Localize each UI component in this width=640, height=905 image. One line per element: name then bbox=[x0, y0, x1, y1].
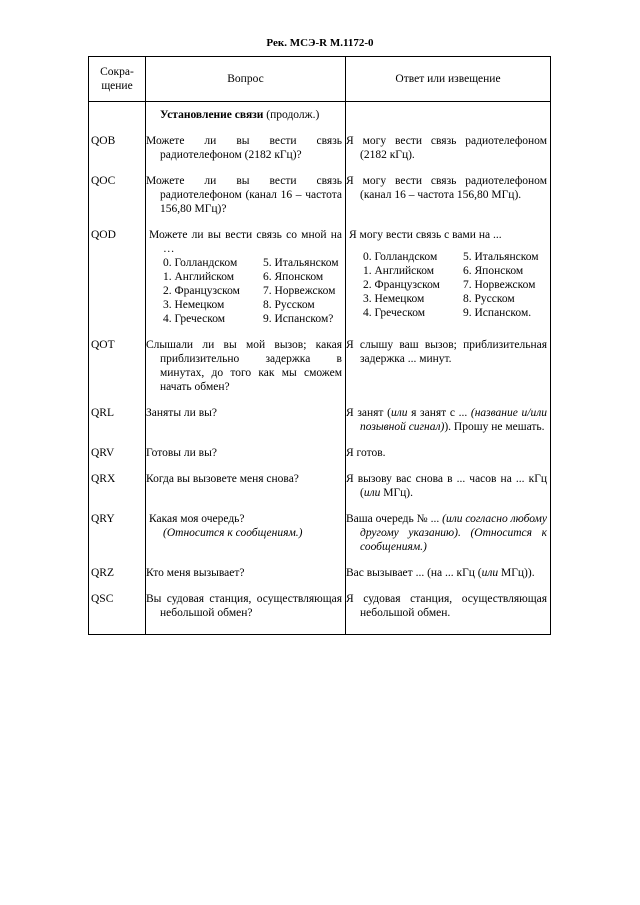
table-row bbox=[89, 460, 551, 500]
row-answer: Я готов. bbox=[346, 434, 551, 460]
row-answer: Я занят (или я занят с ... (название и/или позывной сигнал)). Прошу не мешать. bbox=[346, 394, 551, 434]
row-code: QRZ bbox=[89, 554, 146, 580]
row-answer: Я могу вести связь радиотелефоном (канал 16 – частота 156,80 МГц). bbox=[346, 162, 551, 216]
q-code-table bbox=[88, 56, 551, 635]
table-row bbox=[89, 434, 551, 460]
row-code: QRY bbox=[89, 500, 146, 554]
row-code: QRV bbox=[89, 434, 146, 460]
section-title: Установление связи (продолж.) bbox=[146, 102, 346, 123]
table-row bbox=[89, 500, 551, 554]
header-abbr: Сокра- щение bbox=[89, 57, 146, 102]
table-header-row bbox=[89, 57, 551, 102]
row-answer: Вас вызывает ... (на ... кГц (или МГц)). bbox=[346, 554, 551, 580]
row-question: Можете ли вы вести связь со мной на … 0. Голландском 5. Итальянском 1. Английском 6. Японском 2. Французском 7. Норвежском 3. Немецком 8. Русском 4. Греческом 9. Испанском? bbox=[146, 216, 346, 326]
row-code: QSC bbox=[89, 580, 146, 635]
row-code: QRX bbox=[89, 460, 146, 500]
row-question: Можете ли вы вести связь радиотелефоном (канал 16 – частота 156,80 МГц)? bbox=[146, 162, 346, 216]
row-answer: Я могу вести связь радиотелефоном (2182 кГц). bbox=[346, 122, 551, 162]
table-row bbox=[89, 122, 551, 162]
language-list: 0. Голландском 5. Итальянском 1. Английском 6. Японском 2. Французском 7. Норвежском 3. Немецком 8. Русском 4. Греческом 9. Испанском? bbox=[163, 257, 339, 325]
row-answer: Ваша очередь № ... (или согласно любому другому указанию). (Относится к сообщениям.) bbox=[346, 500, 551, 554]
row-question: Можете ли вы вести связь радиотелефоном (2182 кГц)? bbox=[146, 122, 346, 162]
page-header: Рек. МСЭ-R M.1172-0 bbox=[266, 37, 374, 49]
row-question: Какая моя очередь? (Относится к сообщениям.) bbox=[146, 500, 346, 554]
language-list: 0. Голландском 5. Итальянском 1. Английском 6. Японском 2. Французском 7. Норвежском 3. Немецком 8. Русском 4. Греческом 9. Испанском. bbox=[363, 251, 539, 319]
row-answer: Я могу вести связь с вами на ... 0. Голландском 5. Итальянском 1. Английском 6. Японском 2. Французском 7. Норвежском 3. Немецком 8. Русском 4. Греческом 9. Испанском. bbox=[346, 216, 551, 326]
row-code: QOD bbox=[89, 216, 146, 326]
table-row bbox=[89, 326, 551, 394]
row-question: Кто меня вызывает? bbox=[146, 554, 346, 580]
table-row bbox=[89, 394, 551, 434]
table-row bbox=[89, 580, 551, 635]
row-answer: Я судовая станция, осуществляющая небольшой обмен. bbox=[346, 580, 551, 635]
row-question: Заняты ли вы? bbox=[146, 394, 346, 434]
row-answer: Я слышу ваш вызов; приблизительная задержка ... минут. bbox=[346, 326, 551, 394]
row-question: Когда вы вызовете меня снова? bbox=[146, 460, 346, 500]
table-row bbox=[89, 554, 551, 580]
row-code: QOT bbox=[89, 326, 146, 394]
row-code: QOB bbox=[89, 122, 146, 162]
row-code: QOC bbox=[89, 162, 146, 216]
row-question: Готовы ли вы? bbox=[146, 434, 346, 460]
header-answer: Ответ или извещение bbox=[346, 57, 551, 102]
section-row bbox=[89, 102, 551, 123]
header-question: Вопрос bbox=[146, 57, 346, 102]
row-answer: Я вызову вас снова в ... часов на ... кГц (или МГц). bbox=[346, 460, 551, 500]
row-question: Вы судовая станция, осуществляющая небольшой обмен? bbox=[146, 580, 346, 635]
row-code: QRL bbox=[89, 394, 146, 434]
table-row bbox=[89, 162, 551, 216]
table-row bbox=[89, 216, 551, 326]
row-question: Слышали ли вы мой вызов; какая приблизительно задержка в минутах, до того как мы сможем начать обмен? bbox=[146, 326, 346, 394]
